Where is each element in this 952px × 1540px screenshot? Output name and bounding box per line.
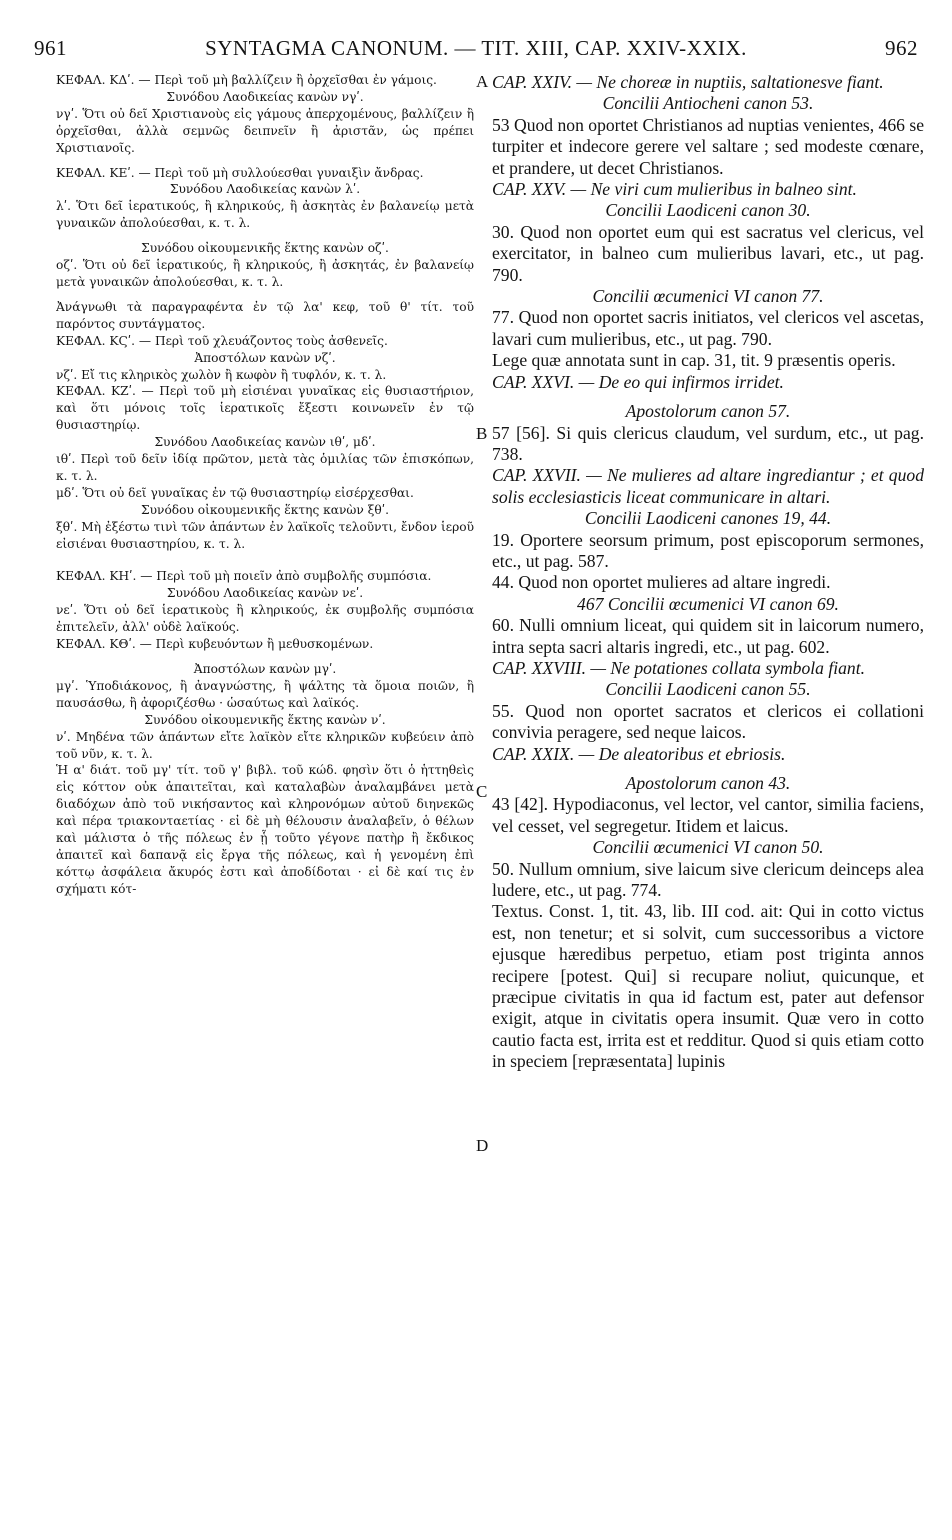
latin-paragraph: 57 [56]. Si quis clericus claudum, vel surdum, etc., ut pag. 738. [492, 422, 924, 464]
latin-paragraph: 467 Concilii œcumenici VI canon 69. [577, 593, 839, 614]
latin-paragraph: 43 [42]. Hypodiaconus, vel lector, vel cantor, similia faciens, vel cesset, vel segregetur. Itidem et laicus. [492, 794, 924, 836]
latin-paragraph: CAP. XXVI. — De eo qui infirmos irridet. [492, 371, 784, 392]
latin-paragraph: Concilii Laodiceni canones 19, 44. [584, 508, 832, 529]
greek-paragraph: ιθʹ. Περὶ τοῦ δεῖν ἰδίᾳ πρῶτον, μετὰ τὰς ὁμιλίας τῶν ἐπισκόπων, κ. τ. λ. [56, 452, 474, 483]
spacer [56, 552, 474, 568]
greek-paragraph: Συνόδου οἰκουμενικῆς ἕκτης κανὼν ξθʹ. [141, 502, 389, 517]
latin-paragraph: 44. Quod non oportet mulieres ad altare ingredi. [492, 572, 831, 593]
running-header [34, 36, 918, 66]
latin-column [492, 72, 924, 1073]
latin-paragraph: CAP. XXIV. — Ne choreæ in nuptiis, saltationesve fiant. [492, 72, 884, 92]
latin-paragraph: Apostolorum canon 57. [625, 401, 791, 422]
greek-paragraph: νεʹ. Ὅτι οὐ δεῖ ἱερατικοὺς ἢ κληρικούς, ἐκ συμβολῆς συμπόσια ἐπιτελεῖν, ἀλλ' οὐδὲ λαϊκούς. [56, 603, 474, 635]
latin-paragraph: 53 Quod non oportet Christianos ad nuptias venientes, 466 se turpiter et indecore gerere vel saltare ; sed modeste cœnare, et prandere, ut decet Christianos. [492, 114, 924, 178]
spacer [56, 291, 474, 299]
greek-paragraph: ΚΕΦΑΛ. ΚΔʹ. — Περὶ τοῦ μὴ βαλλίζειν ἢ ὀρχεῖσθαι ἐν γάμοις. [56, 73, 437, 87]
latin-paragraph: Textus. Const. 1, tit. 43, lib. III cod. ait: Qui in cotto victus est, non tenetur; et si solvit, cum successoribus a victore ejusque hæredibus perpetuo, etiam post triginta annos recipere [potest. Qui] si recupare noliut, quicunque, et præcipue civitatis in qua id factum est, pater aut defensor exigit, atque in civitatis opera insumit. Quæ vero in cotto cautio facta est, irrita est et redditur. Quod si quis etiam cotto in speciem [repræsentata] lupinis [492, 901, 924, 1072]
greek-paragraph: Συνόδου οἰκουμενικῆς ἕκτης κανὼν νʹ. [144, 712, 386, 727]
greek-paragraph: νζʹ. Εἴ τις κληρικὸς χωλὸν ἢ κωφὸν ἢ τυφλόν, κ. τ. λ. [56, 367, 387, 382]
margin-mark-a: A [476, 72, 489, 91]
spacer [492, 765, 924, 773]
greek-paragraph: Συνόδου Λαοδικείας κανὼν νεʹ. [166, 586, 364, 601]
greek-paragraph: ΚΕΦΑΛ. ΚϚʹ. — Περὶ τοῦ χλευάζοντος τοὺς ἀσθενεῖς. [56, 333, 388, 348]
greek-paragraph: λʹ. Ὅτι δεῖ ἱερατικούς, ἢ κληρικούς, ἢ ἀσκητὰς ἐν βαλανείῳ μετὰ γυναικῶν ἀπολούεσθαι, κ. τ. λ. [56, 199, 474, 231]
spacer [492, 393, 924, 401]
greek-paragraph: Συνόδου Λαοδικείας κανὼν λʹ. [169, 182, 361, 197]
spacer [56, 157, 474, 165]
latin-paragraph: Concilii œcumenici VI canon 50. [592, 837, 824, 858]
greek-paragraph: ΚΕΦΑΛ. ΚΘʹ. — Περὶ κυβευόντων ἢ μεθυσκομένων. [56, 637, 374, 652]
greek-paragraph: Ἀνάγνωθι τὰ παραγραφέντα ἐν τῷ λα' κεφ, τοῦ θ' τίτ. τοῦ παρόντος συντάγματος. [56, 299, 474, 331]
greek-paragraph: ξθʹ. Μὴ ἐξέστω τινὶ τῶν ἁπάντων ἐν λαϊκοῖς τελοῦντι, ἔνδον ἱεροῦ εἰσιέναι θυσιαστηρίου, κ. τ. λ. [56, 519, 474, 551]
greek-paragraph: Συνόδου οἰκουμενικῆς ἕκτης κανὼν οζʹ. [141, 241, 389, 256]
running-title: SYNTAGMA CANONUM. — TIT. XIII, CAP. XXIV-XXIX. [205, 36, 747, 60]
page-number-left: 961 [34, 36, 67, 60]
latin-paragraph: CAP. XXV. — Ne viri cum mulieribus in balneo sint. [492, 179, 857, 200]
margin-mark-b: B [476, 424, 488, 443]
greek-paragraph: μδʹ. Ὅτι οὐ δεῖ γυναῖκας ἐν τῷ θυσιαστηρίῳ εἰσέρχεσθαι. [56, 485, 414, 500]
margin-mark-d: D [476, 1136, 489, 1155]
spacer [56, 232, 474, 240]
latin-paragraph: Concilii Antiocheni canon 53. [602, 93, 814, 114]
greek-paragraph: οζʹ. Ὅτι οὐ δεῖ ἱερατικούς, ἢ κληρικούς, ἢ ἀσκητάς, ἐν βαλανείῳ μετὰ γυναικῶν ἀπολούεσθαι, κ. τ. λ. [56, 258, 474, 289]
latin-paragraph: 55. Quod non oportet sacratos et clericos ei collationi convivia peragere, sed neque laicos. [492, 700, 924, 743]
latin-paragraph: CAP. XXIX. — De aleatoribus et ebriosis. [492, 743, 786, 764]
greek-paragraph: Ἀποστόλων κανὼν νζʹ. [194, 350, 336, 365]
latin-paragraph: Apostolorum canon 43. [625, 773, 791, 793]
spacer [56, 653, 474, 661]
greek-paragraph: ΚΕΦΑΛ. ΚΖʹ. — Περὶ τοῦ μὴ εἰσιέναι γυναῖκας εἰς θυσιαστήριον, καὶ ὅτι μόνοις τοῖς ἱερατικοῖς ἔξεστι κοινωνεῖν ἐν τῷ θυσιαστηρίῳ. [56, 384, 474, 433]
greek-paragraph: ΚΕΦΑΛ. ΚΕʹ. — Περὶ τοῦ μὴ συλλούεσθαι γυναιξὶν ἄνδρας. [56, 165, 424, 180]
greek-column [56, 72, 474, 898]
margin-mark-c: C [476, 782, 488, 801]
latin-paragraph: 19. Oportere seorsum primum, post episcoporum sermones, etc., ut pag. 587. [492, 529, 924, 571]
greek-paragraph: μγʹ. Ὑποδιάκονος, ἢ ἀναγνώστης, ἢ ψάλτης τὰ ὅμοια ποιῶν, ἢ παυσάσθω, ἢ ἀφοριζέσθω · ὡσαύτως καὶ λαϊκός. [56, 678, 474, 710]
latin-paragraph: 50. Nullum omnium, sive laicum sive clericum deinceps alea ludere, etc., ut pag. 774. [492, 858, 924, 901]
greek-paragraph: Ἀποστόλων κανὼν μγʹ. [193, 662, 337, 676]
latin-paragraph: Concilii Laodiceni canon 55. [605, 679, 811, 700]
latin-paragraph: Concilii œcumenici VI canon 77. [592, 286, 824, 307]
greek-paragraph: νʹ. Μηδένα τῶν ἁπάντων εἴτε λαϊκὸν εἴτε κληρικῶν κυβεύειν ἀπὸ τοῦ νῦν, κ. τ. λ. [56, 729, 474, 761]
latin-paragraph: 60. Nulli omnium liceat, qui quidem sit in laicorum numero, intra septa sacri altaris ingredi, etc., ut pag. 602. [492, 615, 924, 657]
greek-paragraph: νγʹ. Ὅτι οὐ δεῖ Χριστιανοὺς εἰς γάμους ἀπερχομένους, βαλλίζειν ἢ ὀρχεῖσθαι, ἀλλὰ σεμνῶς δειπνεῖν ἢ ἀριστᾶν, ὡς πρέπει Χριστιανοῖς. [56, 106, 474, 155]
latin-paragraph: 77. Quod non oportet sacris initiatos, vel clericos vel ascetas, lavari cum mulieribus, etc., ut pag. 790. [492, 307, 924, 349]
latin-paragraph: Lege quæ annotata sunt in cap. 31, tit. 9 præsentis operis. [492, 350, 896, 371]
greek-paragraph: ΚΕΦΑΛ. ΚΗʹ. — Περὶ τοῦ μὴ ποιεῖν ἀπὸ συμβολῆς συμπόσια. [56, 569, 432, 584]
greek-paragraph: Ἡ α' διάτ. τοῦ μγ' τίτ. τοῦ γ' βιβλ. τοῦ κώδ. φησὶν ὅτι ὁ ἡττηθεὶς εἰς κόττον οὐκ ἀπαιτεῖται, καὶ καταλαβὼν ἀναλαμβάνει μετὰ διαδόχων ἀπὸ τοῦ νικήσαντος καὶ κληρονόμων αὐτοῦ διηνεκῶς καὶ πέρα τριακονταετίας · εἰ δὲ μὴ θέλουσιν ἀναλαβεῖν, ὁ θέλων καὶ μάλιστα ὁ τῆς πόλεως ἐν ᾗ τοῦτο γέγονε πατὴρ ἢ ἔκδικος ἀπαιτεῖ καὶ δαπανᾷ εἰς ἔργα τῆς πόλεως, καὶ ἡ γενομένη ἐπὶ κόττῳ ἀσφάλεια ἄκυρός ἐστι καὶ ἀποδίδοται · εἰ δὲ καί τις ἐν σχήματι κότ- [56, 763, 474, 896]
latin-paragraph: CAP. XXVIII. — Ne potationes collata symbola fiant. [492, 657, 866, 678]
latin-paragraph: Concilii Laodiceni canon 30. [605, 200, 811, 221]
greek-paragraph: Συνόδου Λαοδικείας κανὼν νγʹ. [166, 89, 364, 104]
latin-paragraph: 30. Quod non oportet eum qui est sacratus vel clericus, vel exercitator, in balneo cum mulieribus lavari, etc., ut pag. 790. [492, 221, 924, 285]
latin-paragraph: CAP. XXVII. — Ne mulieres ad altare ingrediantur ; et quod solis ecclesiasticis liceat communicare in altari. [492, 465, 924, 507]
greek-paragraph: Συνόδου Λαοδικείας κανὼν ιθʹ, μδʹ. [154, 435, 376, 450]
page-number-right: 962 [885, 36, 918, 60]
